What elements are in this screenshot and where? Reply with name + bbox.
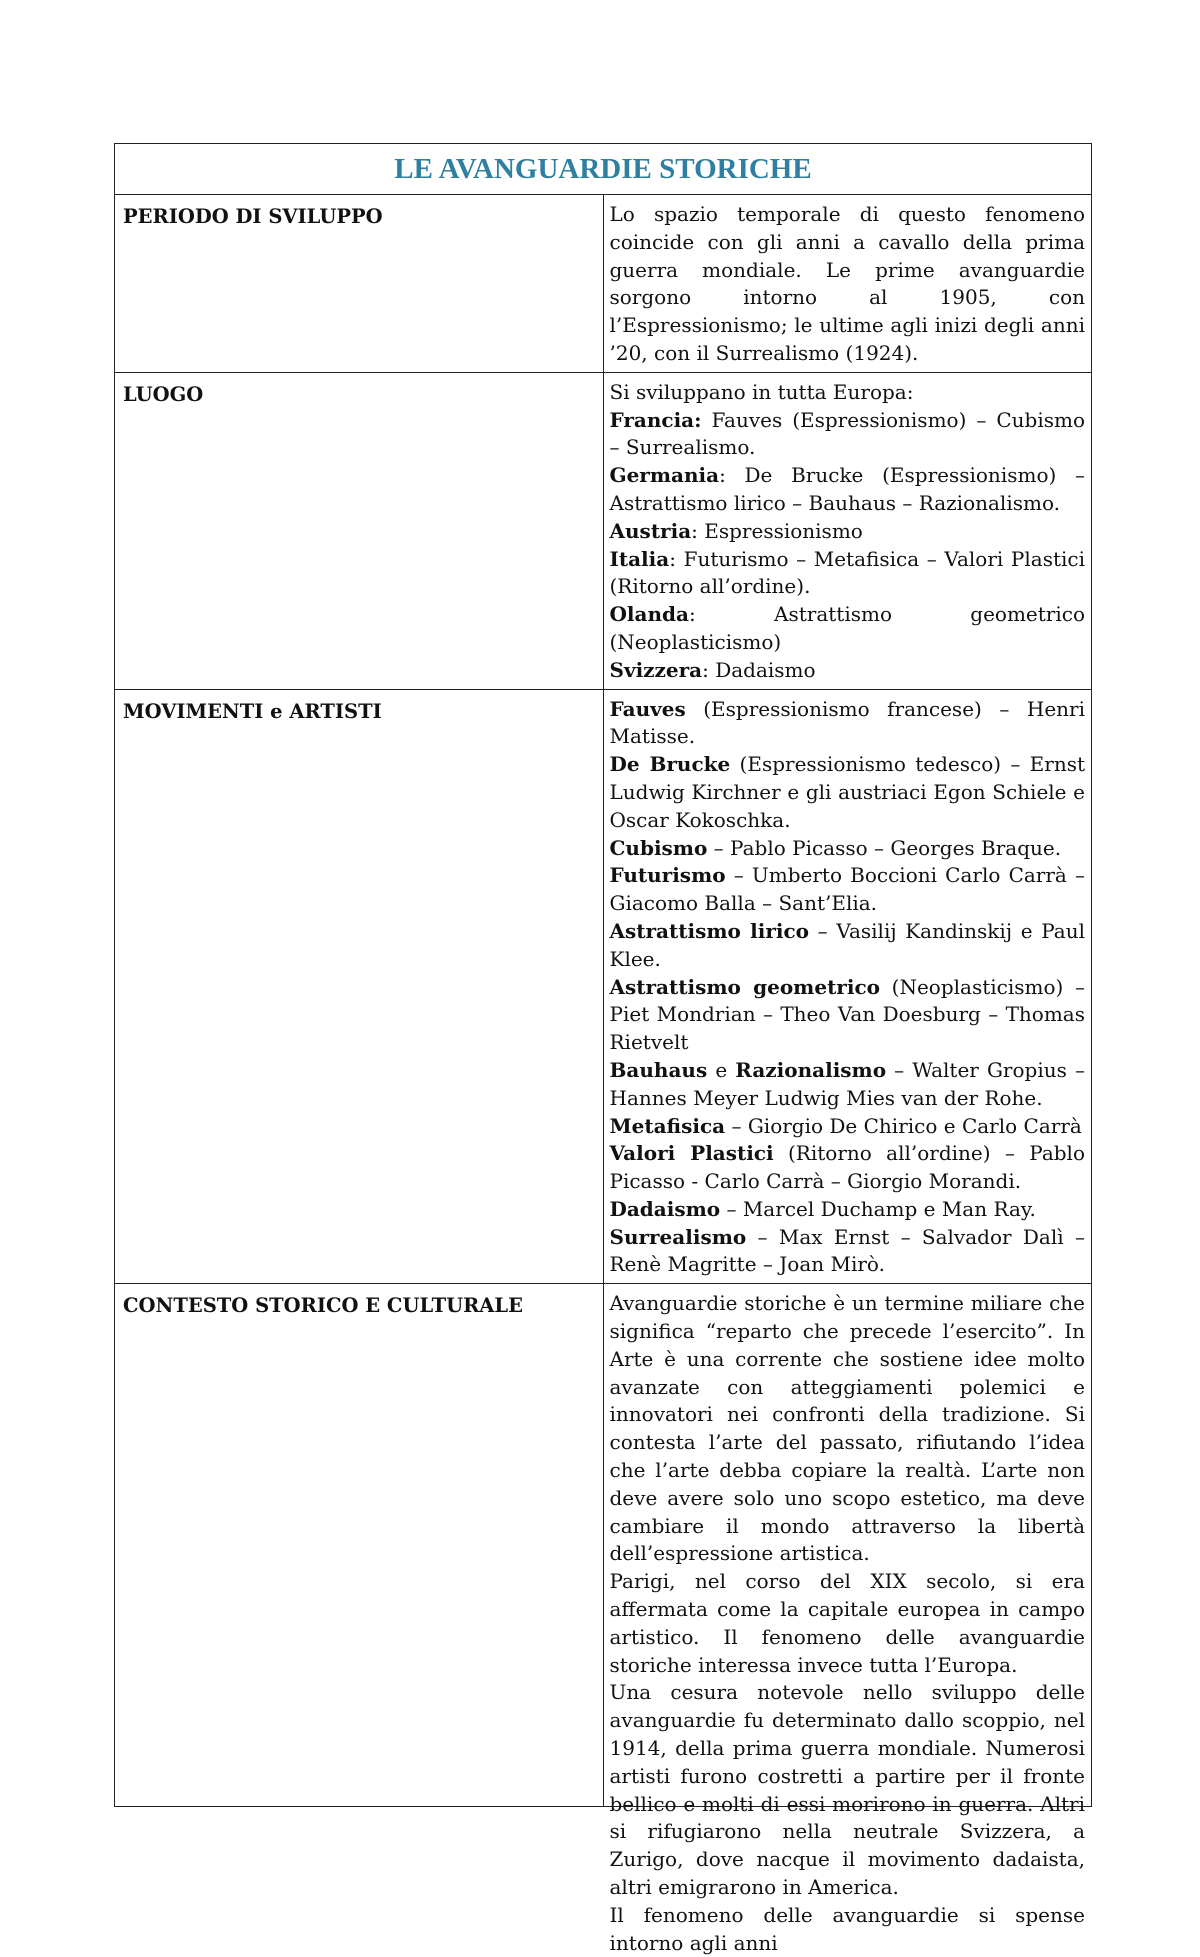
list-item: De Brucke (Espressionismo tedesco) – Ernst Ludwig Kirchner e gli austriaci Egon Schiele e Oscar Kokoschka. <box>609 752 1086 832</box>
list-item: Astrattismo geometrico (Neoplasticismo) – Piet Mondrian – Theo Van Doesburg – Thomas Rietvelt <box>609 974 1085 1055</box>
period-text: Lo spazio temporale di questo fenomeno coincide con gli anni a cavallo della prima guerra mondiale. Le prime avanguardie sorgono intorno al 1905, con l’Espressionismo; le ultime agli inizi degli anni ’20, con il Surrealismo (1924). <box>609 202 1085 365</box>
paragraph: Una cesura notevole nello sviluppo delle avanguardie fu determinato dallo scoppio, nel 1914, della prima guerra mondiale. Numerosi artisti furono costretti a partire per il fronte bellico e molti di essi morirono in guerra. Altri si rifugiarono nella neutrale Svizzera, a Zurigo, dove nacque il movimento dadaista, altri emigrarono in America. <box>609 1680 1085 1900</box>
list-item: Germania: De Brucke (Espressionismo) – Astrattismo lirico – Bauhaus – Razionalismo. <box>609 463 1085 515</box>
paragraph: Parigi, nel corso del XIX secolo, si era affermata come la capitale europea in campo artistico. Il fenomeno delle avanguardie storiche interessa invece tutta l’Europa. <box>609 1569 1085 1677</box>
row-label: LUOGO <box>115 372 604 689</box>
list-item: Futurismo – Umberto Boccioni Carlo Carrà – Giacomo Balla – Sant’Elia. <box>609 863 1085 916</box>
title-cell <box>115 144 1092 195</box>
place-intro: Si sviluppano in tutta Europa: <box>609 379 914 404</box>
table-row <box>115 689 1092 1284</box>
row-content <box>603 372 1092 689</box>
list-item: Italia: Futurismo – Metafisica – Valori Plastici (Ritorno all’ordine). <box>609 546 1085 599</box>
row-content <box>603 195 1092 373</box>
list-item: Fauves (Espressionismo francese) – Henri Matisse. <box>609 696 1085 749</box>
document-title: LE AVANGUARDIE STORICHE <box>394 153 812 185</box>
row-label: PERIODO DI SVILUPPO <box>115 195 604 373</box>
row-content <box>603 1284 1092 1955</box>
list-item: Francia: Fauves (Espressionismo) – Cubismo – Surrealismo. <box>609 407 1085 460</box>
list-item: Olanda: Astrattismo geometrico (Neoplasticismo) <box>609 602 1085 654</box>
list-item: Surrealismo – Max Ernst – Salvador Dalì – Renè Magritte – Joan Mirò. <box>609 1224 1085 1277</box>
table-row <box>115 1284 1092 1807</box>
row-content <box>603 689 1092 1284</box>
row-label: CONTESTO STORICO E CULTURALE <box>115 1284 604 1807</box>
context-text-clip <box>609 1290 1086 1955</box>
list-item: Cubismo – Pablo Picasso – Georges Braque. <box>609 835 1062 860</box>
list-item: Dadaismo – Marcel Duchamp e Man Ray. <box>609 1196 1036 1221</box>
list-item: Svizzera: Dadaismo <box>609 657 816 682</box>
list-item: Valori Plastici (Ritorno all’ordine) – Pablo Picasso - Carlo Carrà – Giorgio Morandi. <box>609 1141 1085 1194</box>
list-item: Austria: Espressionismo <box>609 518 863 543</box>
table-row <box>115 195 1092 373</box>
table-row <box>115 372 1092 689</box>
summary-table <box>114 143 1092 1955</box>
list-item: Metafisica – Giorgio De Chirico e Carlo Carrà <box>609 1113 1082 1138</box>
list-item: Bauhaus e Razionalismo – Walter Gropius – Hannes Meyer Ludwig Mies van der Rohe. <box>609 1057 1085 1110</box>
row-label: MOVIMENTI e ARTISTI <box>115 689 604 1284</box>
paragraph: Il fenomeno delle avanguardie si spense intorno agli anni <box>609 1902 1085 1955</box>
list-item: Astrattismo lirico – Vasilij Kandinskij e Paul Klee. <box>609 918 1085 971</box>
paragraph: Avanguardie storiche è un termine miliare che significa “reparto che precede l’esercito”. In Arte è una corrente che sostiene idee molto avanzate con atteggiamenti polemici e innovatori nei confronti della tradizione. Si contesta l’arte del passato, rifiutando l’idea che l’arte debba copiare la realtà. L’arte non deve avere solo uno scopo estetico, ma deve cambiare il mondo attraverso la libertà dell’espressione artistica. <box>609 1291 1085 1566</box>
title-row <box>115 144 1092 195</box>
